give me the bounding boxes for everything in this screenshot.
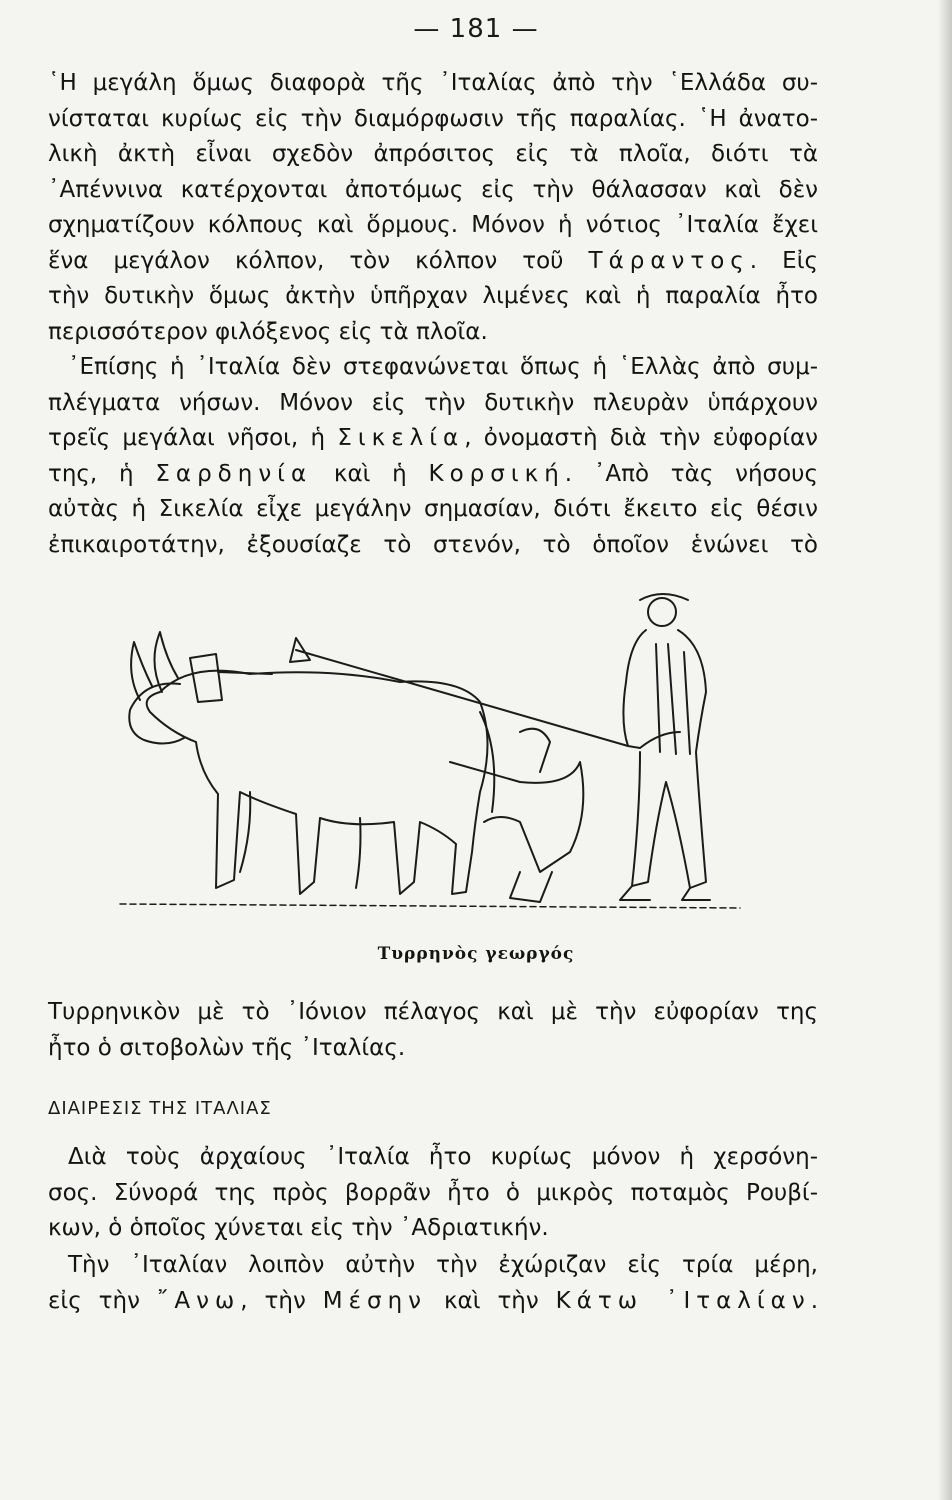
text-line: ἦτο ὁ σιτοβολὼν τῆς ᾿Ιταλίας.: [48, 1034, 406, 1061]
paragraph-coastline: [48, 66, 818, 350]
spaced-word-mesin: Μέσην: [322, 1287, 428, 1314]
text-line: Τὴν ᾿Ιταλίαν λοιπὸν αὐτὴν τὴν ἐχώριζαν εἰς τρία μέρη,: [68, 1252, 818, 1278]
page-edge-shadow: [938, 0, 952, 1500]
text-span: ἕνα μεγάλον κόλπον, τὸν κόλπον τοῦ: [48, 247, 589, 274]
page-number: — 181 —: [413, 14, 539, 44]
etruscan-farmer-illustration: [100, 582, 750, 932]
spaced-word-sikelia: Σικελία: [337, 425, 465, 451]
text-span: . Εἰς: [749, 247, 818, 274]
text-line: περισσότερον φιλόξενος εἰς τὰ πλοῖα.: [48, 318, 488, 345]
text-line: ᾿Απέννινα κατέρχονται ἀποτόμως εἰς τὴν θάλασσαν καὶ δὲν: [48, 176, 818, 203]
text-line: τὴν δυτικὴν ὅμως ἀκτὴν ὑπῆρχαν λιμένες καὶ ἡ παραλία ἦτο: [48, 283, 818, 309]
paragraph-islands: [48, 350, 818, 563]
text-span: . ᾿Απὸ τὰς νήσους: [564, 460, 818, 487]
text-line: [48, 457, 818, 493]
text-span: εἰς τὴν: [48, 1287, 157, 1314]
text-line: [48, 421, 818, 457]
spaced-word-sardinia: Σαρδηνία: [155, 460, 313, 487]
paragraph-granary: [48, 995, 818, 1066]
text-span: .: [810, 1287, 818, 1314]
text-span: , τὴν: [240, 1287, 323, 1314]
text-line: πλέγματα νήσων. Μόνον εἰς τὴν δυτικὴν πλευρὰν ὑπάρχουν: [48, 389, 818, 416]
paragraph-divisions: [48, 1248, 818, 1319]
illustration-caption: Τυρρηνὸς γεωργός: [377, 944, 575, 964]
text-line: σχηματίζουν κόλπους καὶ ὅρμους. Μόνον ἡ νότιος ᾿Ιταλία ἔχει: [48, 212, 818, 238]
text-line: ᾿Επίσης ἡ ᾿Ιταλία δὲν στεφανώνεται ὅπως ἡ ῾Ελλὰς ἀπὸ συμ-: [68, 354, 818, 380]
text-span: της, ἡ: [48, 460, 156, 487]
text-line: [48, 1284, 818, 1320]
spaced-word-kato-italian: Κάτω ᾿Ιταλίαν: [555, 1287, 811, 1314]
text-span: , ὀνομαστὴ διὰ τὴν εὐφορίαν: [464, 425, 818, 451]
text-line: Διὰ τοὺς ἀρχαίους ᾿Ιταλία ἦτο κυρίως μόνον ἡ χερσόνη-: [68, 1144, 818, 1170]
text-span: καὶ ἡ: [312, 460, 429, 487]
text-line: ῾Η μεγάλη ὅμως διαφορὰ τῆς ᾿Ιταλίας ἀπὸ τὴν ῾Ελλάδα συ-: [48, 70, 818, 96]
paragraph-ancient-italy: [48, 1140, 818, 1247]
section-heading: ΔΙΑΙΡΕΣΙΣ ΤΗΣ ΙΤΑΛΙΑΣ: [48, 1098, 272, 1119]
text-line: νίσταται κυρίως εἰς τὴν διαμόρφωσιν τῆς παραλίας. ῾Η ἀνατο-: [48, 105, 818, 132]
text-span: καὶ τὴν: [427, 1287, 556, 1314]
spaced-word-korsiki: Κορσική: [428, 460, 565, 487]
spaced-word-ano: ῎Ανω: [156, 1287, 241, 1314]
text-line: λικὴ ἀκτὴ εἶναι σχεδὸν ἀπρόσιτος εἰς τὰ πλοῖα, διότι τὰ: [48, 141, 818, 167]
text-line: αὐτὰς ἡ Σικελία εἶχε μεγάλην σημασίαν, διότι ἔκειτο εἰς θέσιν: [48, 496, 818, 522]
spaced-word-taras: Τάραντος: [588, 247, 750, 274]
text-line: σος. Σύνορά της πρὸς βορρᾶν ἦτο ὁ μικρὸς ποταμὸς Ρουβί-: [48, 1179, 818, 1206]
text-line: [48, 244, 818, 280]
text-span: τρεῖς μεγάλαι νῆσοι, ἡ: [48, 425, 338, 451]
text-line: ἐπικαιροτάτην, ἐξουσίαζε τὸ στενόν, τὸ ὁποῖον ἑνώνει τὸ: [48, 531, 818, 558]
text-line: Τυρρηνικὸν μὲ τὸ ᾿Ιόνιον πέλαγος καὶ μὲ τὴν εὐφορίαν της: [48, 999, 818, 1025]
text-line: κων, ὁ ὁποῖος χύνεται εἰς τὴν ᾿Αδριατικήν.: [48, 1215, 549, 1241]
